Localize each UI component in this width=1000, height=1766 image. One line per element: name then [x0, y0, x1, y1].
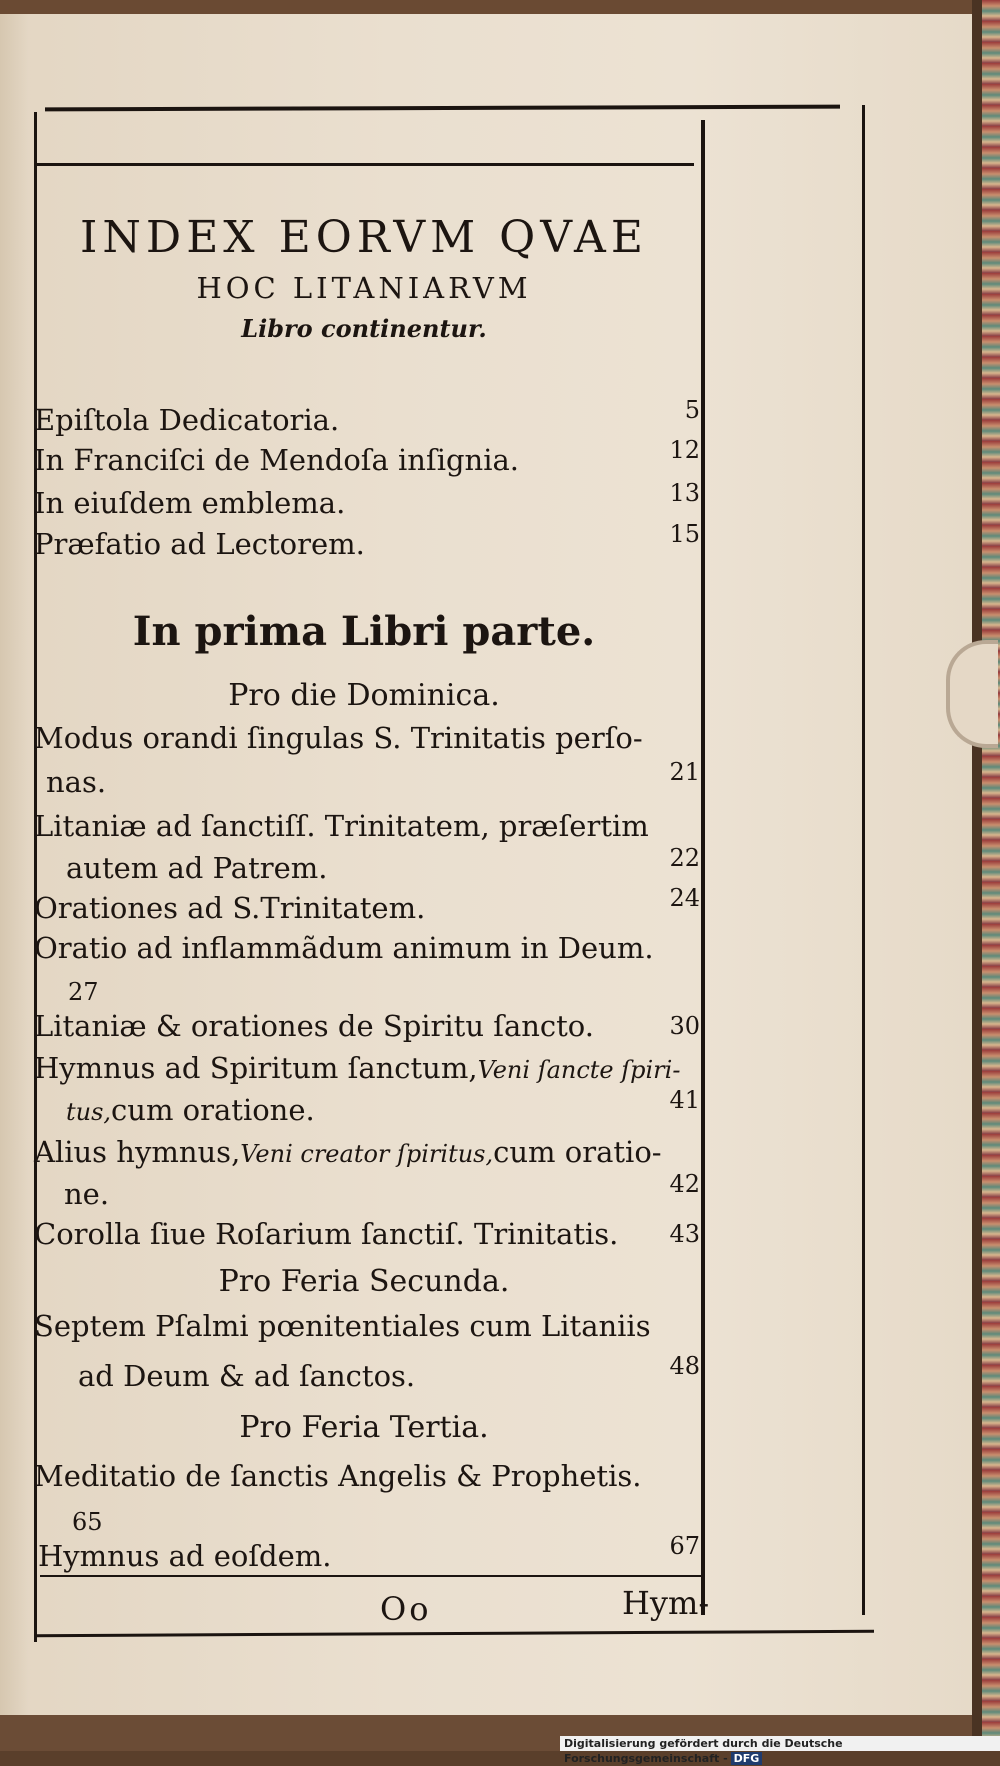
digitization-credit [560, 1736, 1000, 1765]
entry-text: Hymnus ad eoſdem. [38, 1539, 332, 1573]
page-gutter [0, 0, 28, 1715]
section-heading: In prima Libri parte. [132, 608, 596, 655]
entry-text: Corolla ſiue Roſarium ſanctiſ. Trinitatis. [34, 1217, 619, 1251]
entry-page: 43 [669, 1220, 700, 1248]
entry-text [34, 1048, 680, 1090]
entry-page: 21 [669, 758, 700, 786]
index-entry [34, 1006, 704, 1046]
entry-text-italic: Veni ſancte ſpiri- [477, 1056, 681, 1084]
entry-text-roman: cum oratione. [111, 1093, 315, 1127]
entry-text-italic: tus, [66, 1098, 112, 1126]
entry-text: Septem Pſalmi pœnitentiales cum Litaniis [34, 1309, 651, 1343]
index-entry [34, 1048, 704, 1088]
entry-text: Litaniæ & orationes de Spiritu ſancto. [34, 1009, 594, 1043]
index-entry [34, 806, 704, 846]
catchword: Hym- [622, 1584, 710, 1622]
entry-text: 65 [72, 1508, 103, 1536]
dfg-logo: DFG [731, 1752, 763, 1765]
entry-page: 15 [669, 520, 700, 548]
index-entry [34, 1532, 704, 1576]
entry-page: 30 [669, 1012, 700, 1040]
entry-text: autem ad Patrem. [66, 851, 328, 885]
index-entry [34, 1352, 704, 1396]
entry-page: 48 [669, 1352, 700, 1380]
entry-page: 12 [669, 436, 700, 464]
subsection-heading-tertia: Pro Feria Tertia. [239, 1410, 489, 1445]
index-caption: Libro continentur. [241, 314, 487, 343]
cover-edge [972, 0, 982, 1751]
entry-text: Orationes ad S.Trinitatem. [34, 891, 426, 925]
entry-text: Litaniæ ad ſanctiſſ. Trinitatem, præſertim [34, 809, 649, 843]
entry-text: Meditatio de ſanctis Angelis & Prophetis. [34, 1459, 642, 1493]
frame-rule-right [862, 105, 865, 1615]
entry-text: Præfatio ad Lectorem. [34, 527, 365, 561]
index-title: INDEX EORVM QVAE [80, 212, 648, 263]
entry-page: 42 [669, 1170, 700, 1198]
index-entry [34, 928, 704, 968]
credit-text: Digitalisierung gefördert durch die Deutsche Forschungsgemeinschaft - [564, 1737, 843, 1765]
index-subtitle: HOC LITANIARVM [196, 271, 532, 305]
entry-text-roman: Hymnus ad Spiritum ſanctum, [34, 1051, 478, 1085]
page-clip [946, 640, 998, 748]
index-entry [34, 884, 704, 928]
index-entry [34, 396, 704, 440]
subsection-heading-dominica: Pro die Dominica. [228, 678, 500, 713]
entry-text: nas. [46, 765, 107, 799]
index-entry [34, 520, 704, 564]
subsection-heading-secunda: Pro Feria Secunda. [218, 1264, 510, 1299]
index-entry [34, 1306, 704, 1346]
index-entry [34, 1170, 704, 1214]
index-entry [34, 844, 704, 888]
entry-text-italic: Veni creator ſpiritus, [240, 1140, 494, 1168]
frame-rule-top [45, 105, 840, 112]
frame-rule-top-inner [36, 163, 694, 166]
entry-page: 13 [669, 479, 700, 507]
entry-page: 67 [669, 1532, 700, 1560]
index-entry [34, 1456, 704, 1496]
entry-text [34, 1132, 662, 1174]
entry-page: 22 [669, 844, 700, 872]
signature-mark: Oo [380, 1590, 432, 1628]
entry-text: Oratio ad inflammãdum animum in Deum. [34, 931, 654, 965]
entry-text-roman: Alius hymnus, [34, 1135, 241, 1169]
index-entry [34, 479, 704, 523]
index-entry [34, 718, 704, 758]
index-entry [34, 436, 704, 480]
entry-text: Epiſtola Dedicatoria. [34, 403, 340, 437]
book-top-edge [0, 0, 1000, 14]
entry-text: 27 [68, 978, 99, 1006]
entry-text [66, 1090, 315, 1132]
index-entry [34, 758, 704, 802]
entry-text: In Franciſci de Mendoſa inſignia. [34, 443, 520, 477]
entry-text: ne. [64, 1177, 110, 1211]
marbled-edge [972, 0, 1000, 1751]
frame-rule-bottom [34, 1630, 874, 1637]
entry-page: 41 [669, 1086, 700, 1114]
index-entry [34, 1214, 704, 1254]
entry-page: 24 [669, 884, 700, 912]
entry-text: Modus orandi ſingulas S. Trinitatis perſo- [34, 721, 643, 755]
entry-text-roman: cum oratio- [493, 1135, 662, 1169]
index-entry [34, 1086, 704, 1130]
entry-text: In eiuſdem emblema. [34, 486, 346, 520]
entry-page: 5 [684, 396, 700, 424]
index-entry [34, 1132, 704, 1172]
entry-text: ad Deum & ad ſanctos. [78, 1359, 416, 1393]
